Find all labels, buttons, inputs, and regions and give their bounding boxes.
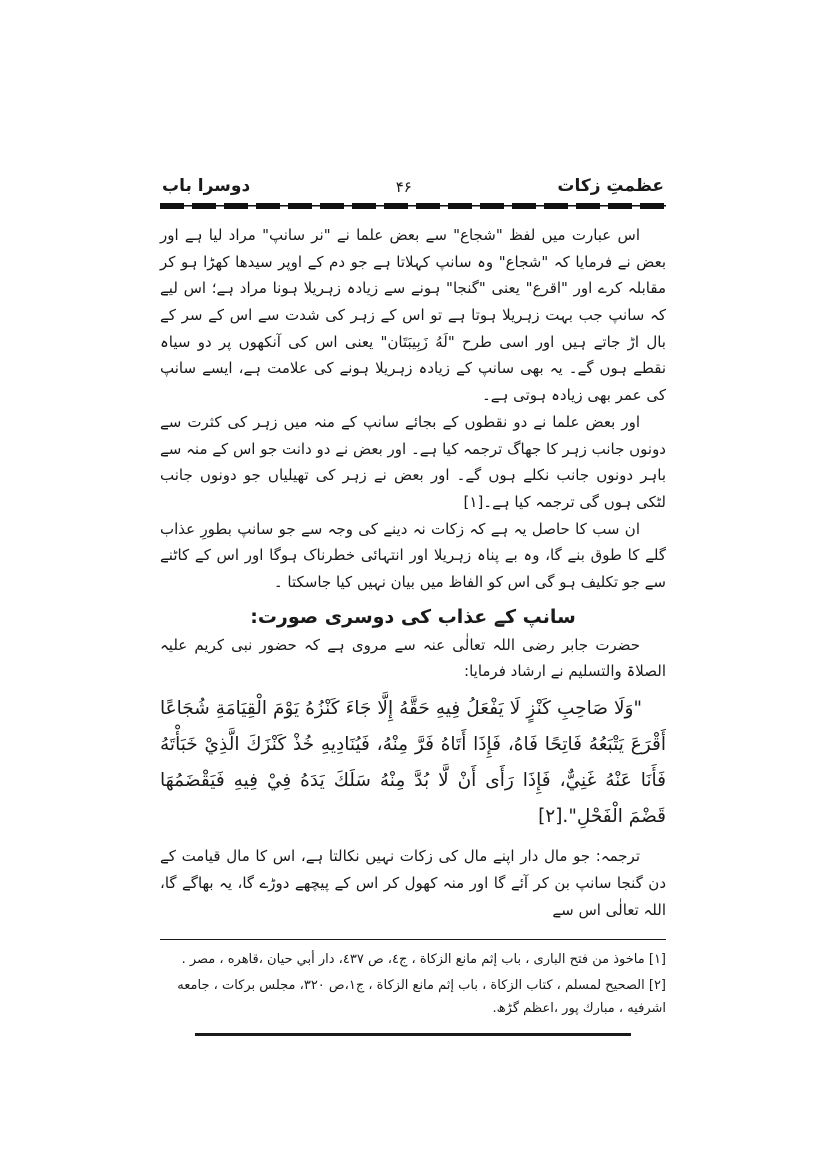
paragraph-scholars-interpretations: اور بعض علما نے دو نقطوں کے بجائے سانپ کے منہ میں زہر کی کثرت سے دونوں جانب زہر کا جھاگ ترجمہ کیا ہے۔ اور بعض نے دو دانت جو اس کے منہ سے باہر دونوں جانب نکلے ہوں گے۔ اور بعض نے زہر کی تھیلیاں جو دونوں جانب لٹکی ہوں گی ترجمہ کیا ہے۔[۱] bbox=[160, 412, 666, 511]
header-dashed-rule bbox=[160, 202, 666, 210]
footnote-1: [۱] ماخوذ من فتح الباری ، باب إثم مانع الزكاة ، ج٤، ص ٤٣٧، دار أبي حيان ،قاهره ، مصر . bbox=[181, 952, 666, 968]
footnote-2: [۲] الصحيح لمسلم ، كتاب الزكاة ، باب إثم مانع الزكاة ، ج١،ص ٣٢٠، مجلس بركات ، جامعه اشرفيه ، مبارك پور ،اعظم گڑھ. bbox=[177, 978, 666, 1016]
body-text bbox=[160, 210, 666, 923]
footnotes-section bbox=[160, 939, 666, 1035]
section-heading: سانپ کے عذاب کی دوسری صورت: bbox=[250, 605, 576, 628]
page-bottom-rule bbox=[195, 1033, 630, 1036]
book-title: عظمتِ زکات bbox=[557, 176, 664, 196]
running-header bbox=[160, 176, 666, 202]
page-number: ۴۶ bbox=[395, 178, 412, 196]
paragraph-hadith-intro: حضرت جابر رضی اللہ تعالٰی عنہ سے مروی ہے کہ حضور نبی کریم علیہ الصلاۃ والتسلیم نے ارشاد فرمایا: bbox=[160, 635, 666, 681]
chapter-title: دوسرا باب bbox=[162, 176, 251, 196]
paragraph-conclusion: ان سب کا حاصل یہ ہے کہ زکات نہ دینے کی وجہ سے جو سانپ بطورِ عذاب گلے کا طوق بنے گا، وہ بے پناہ زہریلا اور انتہائی خطرناک ہوگا اور اس کے کاٹنے سے جو تکلیف ہو گی اس کو الفاظ میں بیان نہیں کیا جاسکتا ۔ bbox=[160, 519, 666, 591]
paragraph-translation: ترجمہ: جو مال دار اپنے مال کی زکات نہیں نکالتا ہے، اس کا مال قیامت کے دن گنجا سانپ بن کر آئے گا اور منہ کھول کر اس کے پیچھے دوڑے گا، یہ بھاگے گا، اللہ تعالٰی اس سے bbox=[160, 847, 666, 919]
arabic-hadith-quote: "وَلَا صَاحِبِ كَنْزٍ لَا يَفْعَلُ فِيهِ حَقَّهُ إِلَّا جَاءَ كَنْزُهُ يَوْمَ الْقِيَامَةِ شُجَاعًا أَقْرَعَ يَتْبَعُهُ فَاتِحًا فَاهُ، فَإِذَا أَتَاهُ فَرَّ مِنْهُ، فَيُنَادِيهِ خُذْ كَنْزَكَ الَّذِيْ خَبَأْتَهُ فَأَنَا عَنْهُ غَنِيٌّ، فَإِذَا رَأَى أَنْ لَّا بُدَّ مِنْهُ سَلَكَ يَدَهُ فِيْ فِيهِ فَيَقْضَمُهَا قَضْمَ الْفَحْلِ".[۲] bbox=[160, 698, 666, 828]
page-content bbox=[160, 0, 666, 1036]
footnote-separator-rule bbox=[160, 939, 666, 940]
paragraph-shuja-explanation: اس عبارت میں لفظ "شجاع" سے بعض علما نے "نر سانپ" مراد لیا ہے اور بعض نے فرمایا کہ "شجاع" وہ سانپ کہلاتا ہے جو دم کے اوپر سیدھا کھڑا ہو کر مقابلہ کرے اور "اقرع" یعنی "گنجا" ہونے سے زیادہ زہریلا ہونا مراد ہے؛ اس لیے کہ سانپ جب بہت زہریلا ہوتا ہے تو اس کے زہر کی شدت سے اس کے سر کے بال اڑ جاتے ہیں اور اسی طرح "لَهُ زَبِيبَتَان" یعنی اس کی آنکھوں پر دو سیاہ نقطے ہوں گے۔ یہ بھی سانپ کے زیادہ زہریلا ہونے کی علامت ہے، ایسے سانپ کی عمر بھی زیادہ ہوتی ہے۔ bbox=[160, 226, 666, 405]
